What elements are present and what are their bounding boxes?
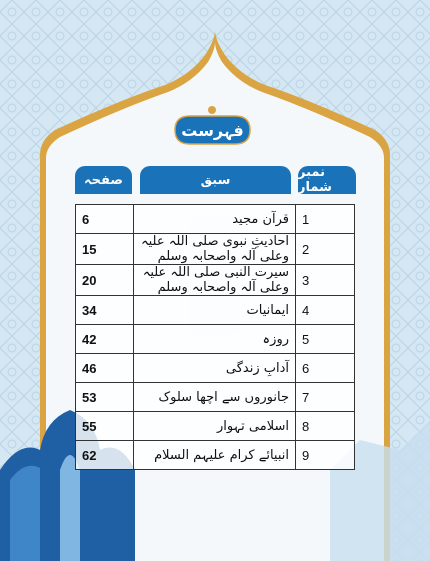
lesson-title: روزہ <box>134 325 296 354</box>
page-title: فہرست <box>181 120 244 140</box>
header-lesson: سبق <box>140 166 291 194</box>
page-number: 15 <box>76 234 134 265</box>
lesson-number: 3 <box>296 265 355 296</box>
lesson-title: آدابِ زندگی <box>134 354 296 383</box>
header-page: صفحہ <box>75 166 132 194</box>
lesson-title: احادیثِ نبوی صلی اللہ علیہ وعلی آلہ واصحابہ وسلم <box>134 234 296 265</box>
table-row <box>76 354 355 383</box>
table-row <box>76 234 355 265</box>
lesson-number: 6 <box>296 354 355 383</box>
lesson-number: 7 <box>296 383 355 412</box>
table-row <box>76 412 355 441</box>
page-number: 62 <box>76 441 134 470</box>
contents-table <box>75 204 355 470</box>
lesson-title: سیرت النبی صلی اللہ علیہ وعلی آلہ واصحابہ وسلم <box>134 265 296 296</box>
lesson-number: 8 <box>296 412 355 441</box>
lesson-number: 9 <box>296 441 355 470</box>
header-number: نمبر شمار <box>298 166 356 194</box>
lesson-title: ایمانیات <box>134 296 296 325</box>
lesson-title: جانوروں سے اچھا سلوک <box>134 383 296 412</box>
table-row <box>76 383 355 412</box>
lesson-title: اسلامی تہوار <box>134 412 296 441</box>
table-row <box>76 325 355 354</box>
lesson-number: 2 <box>296 234 355 265</box>
lesson-title: انبیائے کرام علیہم السلام <box>134 441 296 470</box>
page-number: 55 <box>76 412 134 441</box>
page-number: 53 <box>76 383 134 412</box>
table-row <box>76 441 355 470</box>
page-number: 20 <box>76 265 134 296</box>
page-number: 34 <box>76 296 134 325</box>
lesson-title: قرآن مجید <box>134 205 296 234</box>
lesson-number: 1 <box>296 205 355 234</box>
page-number: 6 <box>76 205 134 234</box>
lesson-number: 5 <box>296 325 355 354</box>
table-row <box>76 296 355 325</box>
table-row <box>76 205 355 234</box>
table-row <box>76 265 355 296</box>
page-number: 42 <box>76 325 134 354</box>
lesson-number: 4 <box>296 296 355 325</box>
page-number: 46 <box>76 354 134 383</box>
